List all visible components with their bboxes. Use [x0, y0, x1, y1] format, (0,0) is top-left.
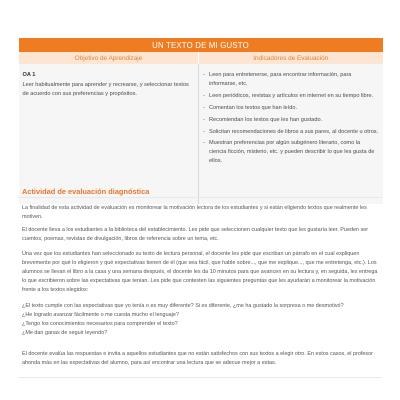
paragraph-library: El docente lleva a los estudiantes a la biblioteca del establecimiento. Les pide que seleccionen cualquier texto que les gustaría leer. Pueden ser cuentos, poemas, revistas de divulgación, libros de referencia sobre un tema, etc. [22, 227, 369, 242]
objective-text: Leer habitualmente para aprender y recrearse, y seleccionar textos de acuerdo con sus preferencias y propósitos. [22, 81, 189, 97]
indicator-item: - Solicitan recomendaciones de libros a sus pares, al docente u otros. [203, 128, 379, 137]
indicator-item: - Muestran preferencias por algún subgénero literario, como la ciencia ficción, misterio, etc. y pueden describir lo que les gusta de ellos. [203, 139, 379, 166]
paragraph-procedure: Una vez que los estudiantes han seleccionado su texto de lectura personal, el docente les pide que escriban un párrafo en el cual expliquen brevemente por qué lo eligieron y qué expectativas tienen de él (que sea fácil, que hable sobre..., que me explique..., que me entretenga, etc.). Los alumnos se llevan el libro a la casa y una semana después, el docente les da 10 minutos para que avancen en su lectura y, en seguida, les entrega lo que escribieron sobre las expectativas que tenían. Les pide que contesten las siguientes preguntas que les ayudarán a monitorear la motivación frente a los textos elegidos: [22, 251, 378, 293]
objective-cell [19, 64, 199, 204]
indicator-item: - Leen para entretenerse, para encontrar información, para informarse, etc. [203, 71, 379, 89]
indicator-list [203, 71, 379, 166]
paragraph-purpose: La finalidad de esta actividad de evaluación es monitorear la motivación lectora de los estudiantes y si están eligiendo textos que realmente les motiven. [22, 205, 367, 220]
question-item: ¿El texto cumple con las expectativas que yo tenía o es muy diferente? Si es diferente, ¿me ha gustado la sorpresa o me desmotivó? [22, 303, 344, 309]
activity-heading: Actividad de evaluación diagnóstica [22, 187, 150, 196]
bottom-divider [18, 377, 382, 378]
indicators-column-header: Indicadores de Evaluación [199, 52, 383, 64]
indicator-item: - Recomiendan los textos que les han gustado. [203, 116, 379, 125]
indicator-item: - Leen periódicos, revistas y artículos en internet en su tiempo libre. [203, 92, 379, 101]
indicators-cell [199, 64, 383, 204]
question-item: ¿He logrado avanzar fácilmente o me cuesta mucho el lenguaje? [22, 311, 179, 318]
indicator-item: - Comentan los textos que han leído. [203, 104, 379, 113]
question-item: ¿Me dan ganas de seguir leyendo? [22, 329, 108, 336]
objectives-column-header: Objetivo de Aprendizaje [19, 52, 199, 64]
evaluation-table [18, 38, 383, 204]
paragraph-evaluation: El docente evalúa las respuestas e invita a aquellos estudiantes que no están satisfechos con sus textos a elegir otro. En estos casos, el profesor ahonda más en las expectativas del alumno, para así encontrar una lectura que se adecue mejor a estas. [22, 351, 373, 366]
table-title: UN TEXTO DE MI GUSTO [19, 38, 383, 52]
question-item: ¿Tengo los conocimientos necesarios para comprender el texto? [22, 320, 178, 327]
objective-code: OA 1 [22, 72, 36, 78]
heading-divider [18, 197, 382, 198]
questions-list [22, 302, 378, 338]
